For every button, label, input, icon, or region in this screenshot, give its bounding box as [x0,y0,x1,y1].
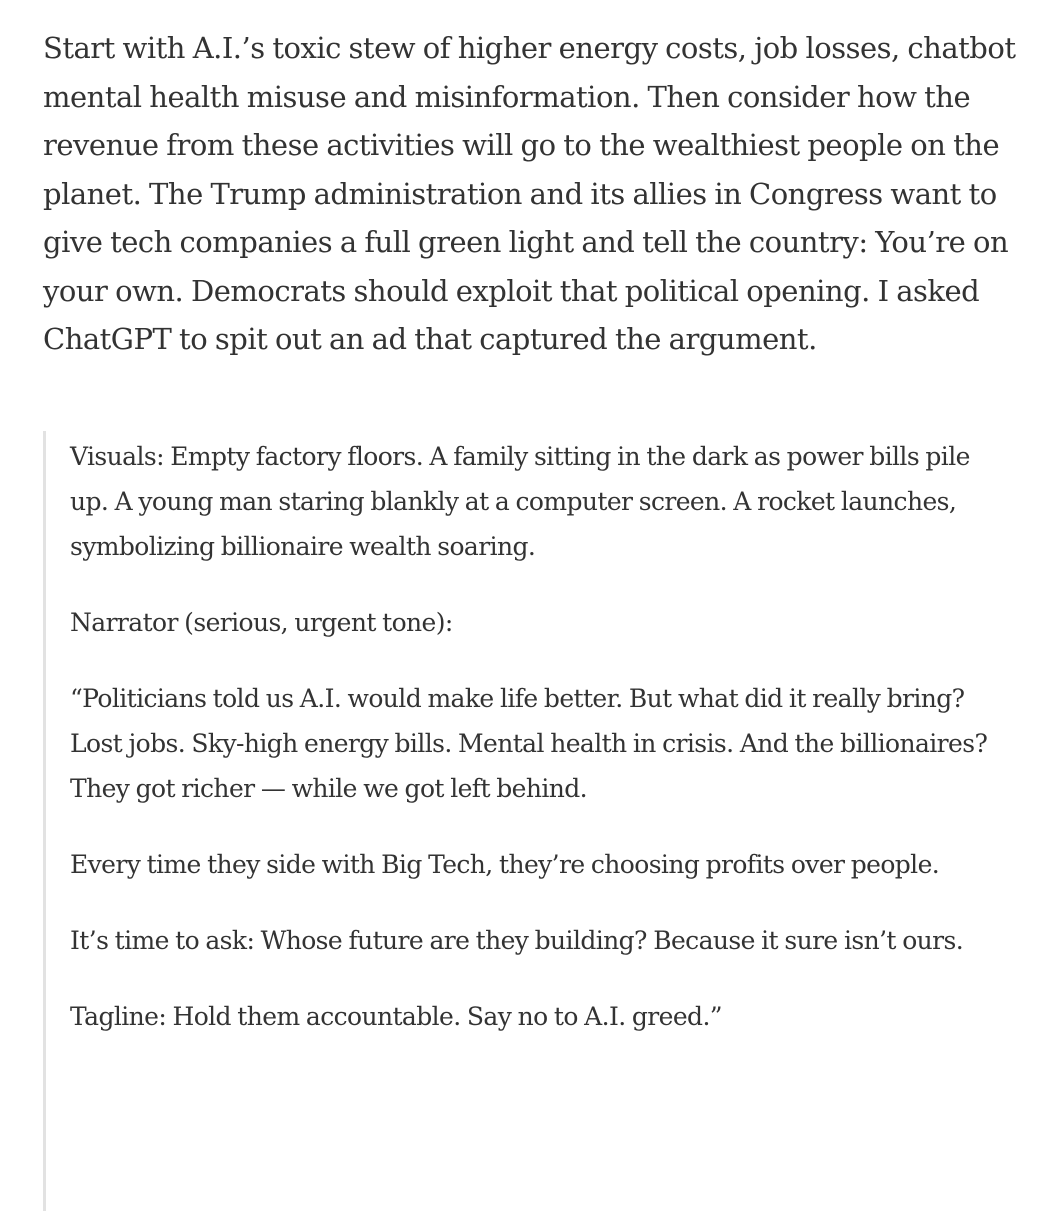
narrator-paragraph: Narrator (serious, urgent tone): [70,608,453,637]
quote-paragraph-2: Every time they side with Big Tech, they’re choosing profits over people. [70,850,940,879]
tagline-paragraph: Tagline: Hold them accountable. Say no to A.I. greed.” [70,1002,722,1031]
quote-paragraph-3: It’s time to ask: Whose future are they building? Because it sure isn’t ours. [70,926,964,955]
ad-script-blockquote [43,431,1003,1211]
visuals-paragraph: Visuals: Empty factory floors. A family sitting in the dark as power bills pile up. A young man staring blankly at a computer screen. A rocket launches, symbolizing billionaire wealth soaring. [70,442,970,561]
article-body [43,24,1018,1031]
quote-paragraph-1: “Politicians told us A.I. would make life better. But what did it really bring? Lost jobs. Sky-high energy bills. Mental health in crisis. And the billionaires? They got richer — while we got left behind. [70,684,988,803]
lead-paragraph: Start with A.I.’s toxic stew of higher energy costs, job losses, chatbot mental health misuse and misinformation. Then consider how the revenue from these activities will go to the wealthiest people on the planet. The Trump administration and its allies in Congress want to give tech companies a full green light and tell the country: You’re on your own. Democrats should exploit that political opening. I asked ChatGPT to spit out an ad that captured the argument. [43,31,1016,356]
